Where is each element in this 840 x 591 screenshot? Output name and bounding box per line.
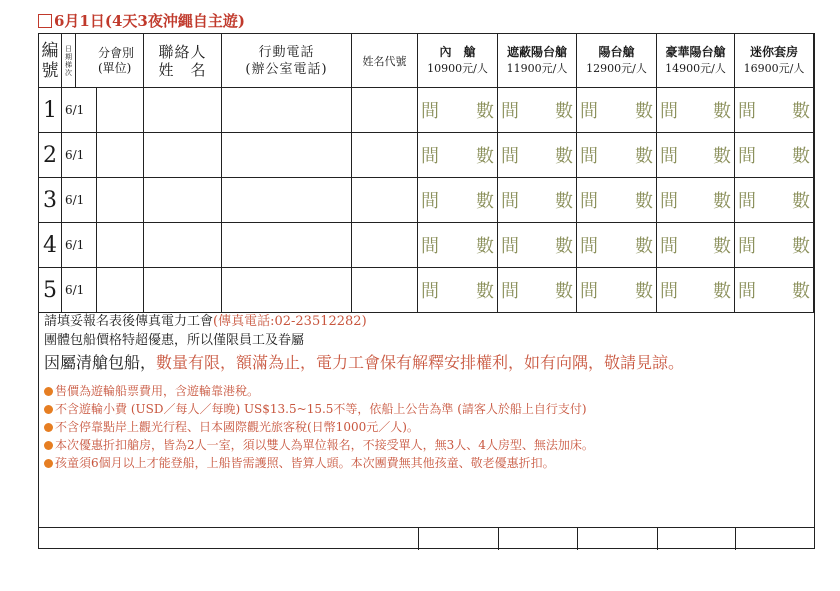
bottom-divider xyxy=(498,528,499,550)
cabin-count-cell[interactable] xyxy=(657,223,735,268)
bullet-dot-icon xyxy=(44,459,53,468)
room-glyph: 間 xyxy=(501,146,519,167)
table-row xyxy=(39,268,814,313)
header-cabin-deluxe-balcony: 豪華陽台艙 14900元/人 xyxy=(657,34,735,88)
bottom-divider xyxy=(657,528,658,550)
cabin-count-cell[interactable] xyxy=(577,178,657,223)
room-glyph: 間 xyxy=(580,236,598,257)
room-glyph: 間 xyxy=(421,236,439,257)
room-glyph: 間 xyxy=(501,281,519,302)
room-glyph: 間 xyxy=(421,146,439,167)
header-cabin-interior: 內 艙 10900元/人 xyxy=(418,34,498,88)
contact-name-cell[interactable] xyxy=(144,88,222,133)
availability-note: 因屬清艙包船，數量有限，額滿為止，電力工會保有解釋安排權利，如有向隅，敬請見諒。 xyxy=(44,353,685,372)
cabin-count-cell[interactable] xyxy=(735,223,814,268)
bullet-note: 不含遊輪小費 (USD／每人／每晚) US$13.5~15.5不等，依船上公告為準 (請客人於船上自行支付) xyxy=(44,400,809,418)
cabin-count-cell[interactable] xyxy=(498,223,577,268)
count-glyph: 數 xyxy=(713,191,731,212)
row-number: 4 xyxy=(39,223,62,268)
count-glyph: 數 xyxy=(713,236,731,257)
row-date: 6/1 xyxy=(62,223,97,268)
table-row xyxy=(39,178,814,223)
header-number: 編 號 xyxy=(39,34,62,88)
count-glyph: 數 xyxy=(792,146,810,167)
row-date: 6/1 xyxy=(62,133,97,178)
cabin-count-cell[interactable] xyxy=(735,88,814,133)
bottom-divider xyxy=(735,528,736,550)
room-glyph: 間 xyxy=(660,236,678,257)
count-glyph: 數 xyxy=(476,281,494,302)
table-row xyxy=(39,88,814,133)
count-glyph: 數 xyxy=(713,101,731,122)
name-code-cell[interactable] xyxy=(352,223,418,268)
header-phone: 行動電話 (辦公室電話) xyxy=(222,34,352,88)
form-title xyxy=(38,10,245,31)
branch-cell[interactable] xyxy=(97,88,144,133)
cabin-count-cell[interactable] xyxy=(498,133,577,178)
room-glyph: 間 xyxy=(501,236,519,257)
cabin-count-cell[interactable] xyxy=(657,178,735,223)
bullet-note: 售價為遊輪船票費用，含遊輪靠港稅。 xyxy=(44,382,809,400)
count-glyph: 數 xyxy=(635,146,653,167)
room-glyph: 間 xyxy=(501,101,519,122)
cabin-count-cell[interactable] xyxy=(418,268,498,313)
bottom-divider xyxy=(577,528,578,550)
header-cabin-balcony: 陽台艙 12900元/人 xyxy=(577,34,657,88)
name-code-cell[interactable] xyxy=(352,178,418,223)
contact-name-cell[interactable] xyxy=(144,223,222,268)
cabin-count-cell[interactable] xyxy=(577,88,657,133)
cabin-count-cell[interactable] xyxy=(735,268,814,313)
room-glyph: 間 xyxy=(738,281,756,302)
contact-name-cell[interactable] xyxy=(144,178,222,223)
bullet-note: 孩童須6個月以上才能登船，上船皆需護照、皆算人頭。本次團費無其他孩童、敬老優惠折扣。 xyxy=(44,454,809,472)
count-glyph: 數 xyxy=(476,191,494,212)
phone-cell[interactable] xyxy=(222,223,352,268)
row-date: 6/1 xyxy=(62,178,97,223)
phone-cell[interactable] xyxy=(222,268,352,313)
cabin-count-cell[interactable] xyxy=(657,88,735,133)
bullet-dot-icon xyxy=(44,405,53,414)
cabin-count-cell[interactable] xyxy=(577,268,657,313)
bullet-dot-icon xyxy=(44,441,53,450)
count-glyph: 數 xyxy=(555,281,573,302)
cabin-count-cell[interactable] xyxy=(498,88,577,133)
contact-name-cell[interactable] xyxy=(144,133,222,178)
count-glyph: 數 xyxy=(635,281,653,302)
room-glyph: 間 xyxy=(660,281,678,302)
count-glyph: 數 xyxy=(635,101,653,122)
header-contact: 聯絡人 姓 名 xyxy=(144,34,222,88)
branch-cell[interactable] xyxy=(97,133,144,178)
phone-cell[interactable] xyxy=(222,88,352,133)
count-glyph: 數 xyxy=(555,191,573,212)
room-glyph: 間 xyxy=(738,236,756,257)
branch-cell[interactable] xyxy=(97,178,144,223)
row-number: 3 xyxy=(39,178,62,223)
contact-name-cell[interactable] xyxy=(144,268,222,313)
room-glyph: 間 xyxy=(421,191,439,212)
room-glyph: 間 xyxy=(738,146,756,167)
room-glyph: 間 xyxy=(421,101,439,122)
bottom-total-row xyxy=(38,527,815,550)
bullet-note: 本次優惠折扣艙房，皆為2人一室，須以雙人為單位報名，不接受單人，無3人、4人房型、無法加床。 xyxy=(44,436,809,454)
room-glyph: 間 xyxy=(660,191,678,212)
room-glyph: 間 xyxy=(660,101,678,122)
fax-instruction: 請填妥報名表後傳真電力工會(傳真電話:02-23512282) xyxy=(44,314,367,329)
cabin-count-cell[interactable] xyxy=(657,133,735,178)
cabin-count-cell[interactable] xyxy=(577,133,657,178)
header-cabin-mini-suite: 迷你套房 16900元/人 xyxy=(735,34,814,88)
room-glyph: 間 xyxy=(738,101,756,122)
room-glyph: 間 xyxy=(421,281,439,302)
cabin-count-cell[interactable] xyxy=(498,178,577,223)
count-glyph: 數 xyxy=(555,146,573,167)
branch-cell[interactable] xyxy=(97,268,144,313)
count-glyph: 數 xyxy=(555,236,573,257)
count-glyph: 數 xyxy=(476,236,494,257)
name-code-cell[interactable] xyxy=(352,268,418,313)
count-glyph: 數 xyxy=(713,281,731,302)
count-glyph: 數 xyxy=(792,191,810,212)
cabin-count-cell[interactable] xyxy=(498,268,577,313)
room-glyph: 間 xyxy=(580,191,598,212)
cabin-count-cell[interactable] xyxy=(418,223,498,268)
registration-table xyxy=(38,33,814,313)
cabin-count-cell[interactable] xyxy=(735,133,814,178)
cabin-count-cell[interactable] xyxy=(418,178,498,223)
room-glyph: 間 xyxy=(738,191,756,212)
header-row xyxy=(39,34,814,88)
row-date: 6/1 xyxy=(62,268,97,313)
row-number: 5 xyxy=(39,268,62,313)
count-glyph: 數 xyxy=(635,191,653,212)
phone-cell[interactable] xyxy=(222,178,352,223)
name-code-cell[interactable] xyxy=(352,133,418,178)
count-glyph: 數 xyxy=(792,101,810,122)
header-name-code: 姓名代號 xyxy=(352,34,418,88)
bullet-note: 不含停靠點岸上觀光行程、日本國際觀光旅客稅(日幣1000元／人)。 xyxy=(44,418,809,436)
table-row xyxy=(39,133,814,178)
eligibility-note: 團體包船價格特超優惠，所以僅限員工及眷屬 xyxy=(44,333,305,348)
room-glyph: 間 xyxy=(580,101,598,122)
header-cabin-obstructed-balcony: 遮蔽陽台艙 11900元/人 xyxy=(498,34,577,88)
cabin-count-cell[interactable] xyxy=(577,223,657,268)
count-glyph: 數 xyxy=(476,101,494,122)
row-number: 1 xyxy=(39,88,62,133)
notes-section xyxy=(44,312,809,472)
count-glyph: 數 xyxy=(476,146,494,167)
header-branch: 分會別 (單位) xyxy=(76,34,144,88)
cabin-count-cell[interactable] xyxy=(657,268,735,313)
branch-cell[interactable] xyxy=(97,223,144,268)
row-number: 2 xyxy=(39,133,62,178)
cabin-count-cell[interactable] xyxy=(735,178,814,223)
count-glyph: 數 xyxy=(713,146,731,167)
name-code-cell[interactable] xyxy=(352,88,418,133)
cabin-count-cell[interactable] xyxy=(418,88,498,133)
header-date: 日 期 梯 次 xyxy=(62,34,76,88)
bullet-dot-icon xyxy=(44,423,53,432)
row-date: 6/1 xyxy=(62,88,97,133)
room-glyph: 間 xyxy=(580,281,598,302)
count-glyph: 數 xyxy=(555,101,573,122)
cabin-count-cell[interactable] xyxy=(418,133,498,178)
bullet-dot-icon xyxy=(44,387,53,396)
bottom-divider xyxy=(418,528,419,550)
room-glyph: 間 xyxy=(580,146,598,167)
room-glyph: 間 xyxy=(660,146,678,167)
room-glyph: 間 xyxy=(501,191,519,212)
count-glyph: 數 xyxy=(792,281,810,302)
phone-cell[interactable] xyxy=(222,133,352,178)
count-glyph: 數 xyxy=(635,236,653,257)
count-glyph: 數 xyxy=(792,236,810,257)
title-checkbox[interactable] xyxy=(38,14,52,28)
form-title-text: 6月1日(4天3夜沖繩自主遊) xyxy=(54,12,245,30)
table-row xyxy=(39,223,814,268)
